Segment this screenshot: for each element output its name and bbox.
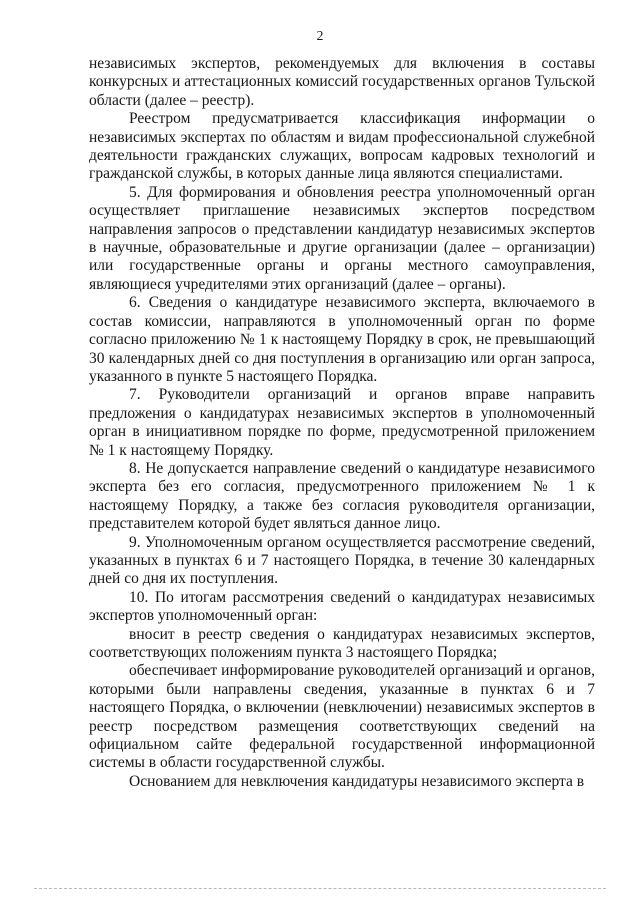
document-body bbox=[89, 55, 595, 791]
paragraph: 8. Не допускается направление сведений о кандидатуре независимого эксперта без его согласия, предусмотренного приложением № 1 к настоящему Порядку, а также без согласия руководителя организации, представителем которой будет являться данное лицо. bbox=[89, 459, 595, 533]
page-number: 2 bbox=[316, 28, 324, 43]
paragraph: 6. Сведения о кандидатуре независимого эксперта, включаемого в состав комиссии, направляются в уполномоченный орган по форме согласно приложению № 1 к настоящему Порядку в срок, не превышающий 30 календарных дней со дня поступления в организацию или орган запроса, указанного в пункте 5 настоящего Порядка. bbox=[89, 294, 595, 385]
paragraph: 10. По итогам рассмотрения сведений о кандидатурах независимых экспертов уполномоченный орган: bbox=[89, 588, 595, 625]
bottom-rule bbox=[34, 888, 606, 889]
paragraph: Реестром предусматривается классификация информации о независимых экспертах по областям и видам профессиональной служебной деятельности гражданских служащих, вопросам кадровых технологий и гражданской службы, в которых данные лица являются специалистами. bbox=[89, 110, 595, 183]
paragraph: 9. Уполномоченным органом осуществляется рассмотрение сведений, указанных в пунктах 6 и 7 настоящего Порядка, в течение 30 календарных дней со дня их поступления. bbox=[89, 533, 595, 588]
paragraph: 5. Для формирования и обновления реестра уполномоченный орган осуществляет приглашение независимых экспертов посредством направления запросов о представлении кандидатур независимых экспертов в научные, образовательные и другие организации (далее – организации) или государственные органы и органы местного самоуправления, являющиеся учредителями этих организаций (далее – органы). bbox=[89, 183, 595, 293]
paragraph: вносит в реестр сведения о кандидатурах независимых экспертов, соответствующих положениям пункта 3 настоящего Порядка; bbox=[89, 625, 595, 661]
paragraph: Основанием для невключения кандидатуры независимого эксперта в bbox=[129, 772, 585, 790]
paragraph: 7. Руководители организаций и органов вправе направить предложения о кандидатурах независимых экспертов в уполномоченный орган в инициативном порядке по форме, предусмотренной приложением № 1 к настоящему Порядку. bbox=[89, 386, 595, 459]
paragraph: независимых экспертов, рекомендуемых для включения в составы конкурсных и аттестационных комиссий государственных органов Тульской области (далее – реестр). bbox=[89, 55, 595, 109]
paragraph: обеспечивает информирование руководителей организаций и органов, которыми были направлены сведения, указанные в пунктах 6 и 7 настоящего Порядка, о включении (невключении) независимых экспертов в реестр посредством размещения соответствующих сведений на официальном сайте федеральной государственной информационной системы в области государственной службы. bbox=[89, 662, 595, 772]
